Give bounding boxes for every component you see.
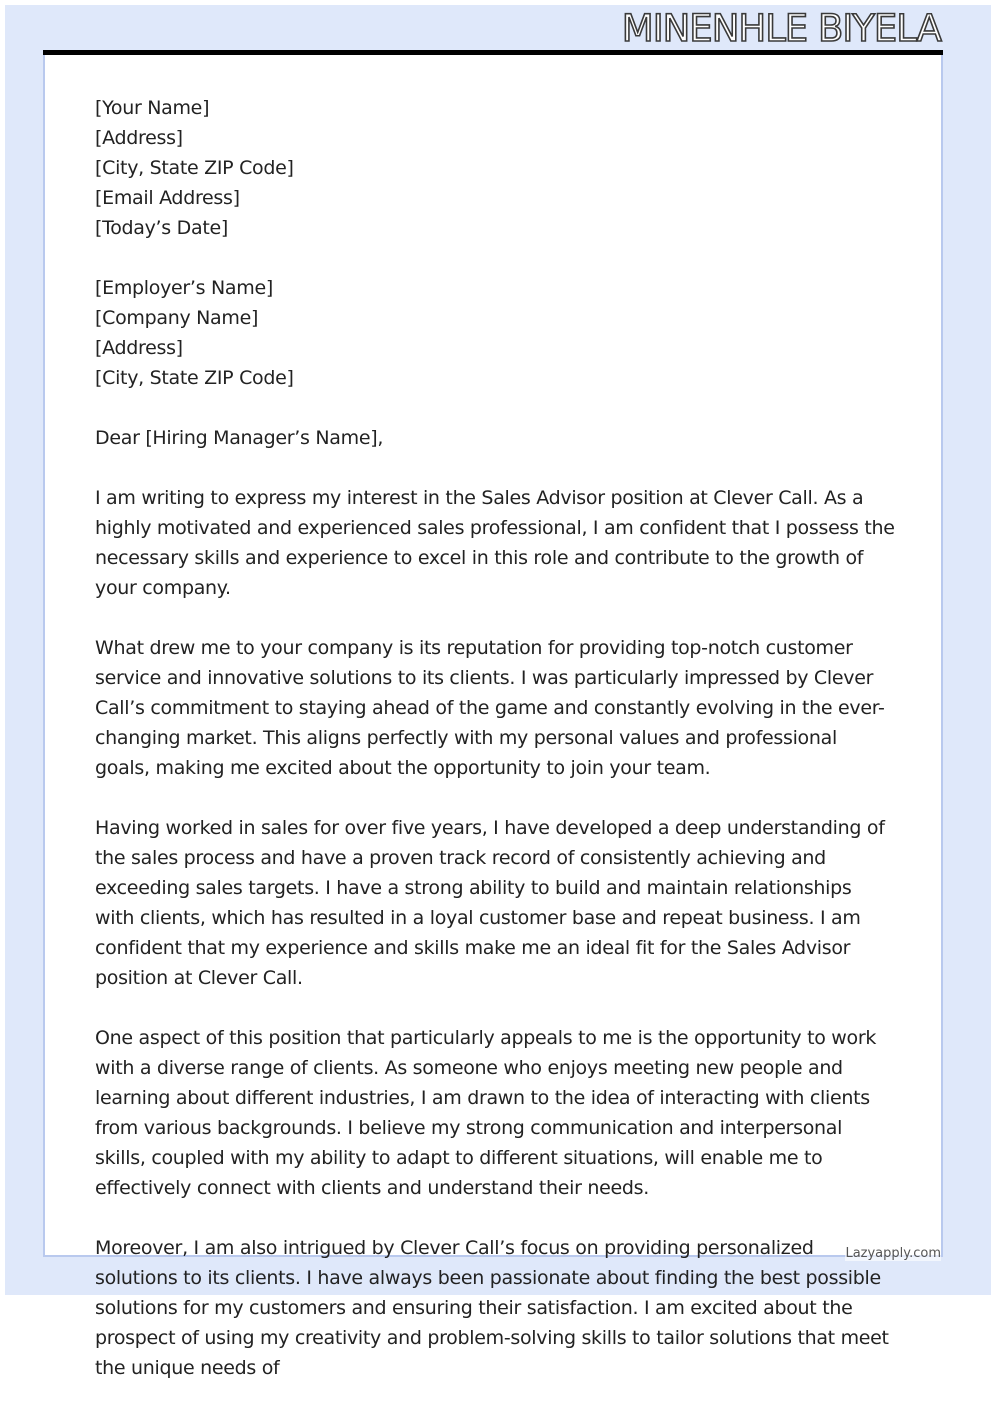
sender-line: [City, State ZIP Code]	[95, 157, 294, 179]
sender-line: [Today’s Date]	[95, 217, 228, 239]
paragraph: Moreover, I am also intrigued by Clever Call’s focus on providing personalized solutions to its clients. I have always been passionate about finding the best possible solutions for my customers and ensuring their satisfaction. I am excited about the prospect of using my creativity and problem-solving skills to tailor solutions that meet the unique needs of	[95, 1237, 889, 1379]
header-rule	[43, 50, 943, 55]
salutation: Dear [Hiring Manager’s Name],	[95, 427, 384, 449]
cover-letter-body	[95, 93, 895, 1413]
paragraph: Having worked in sales for over five years, I have developed a deep understanding of the sales process and have a proven track record of consistently achieving and exceeding sales targets. I have a strong ability to build and maintain relationships with clients, which has resulted in a loyal customer base and repeat business. I am confident that my experience and skills make me an ideal fit for the Sales Advisor position at Clever Call.	[95, 817, 885, 989]
recipient-line: [Address]	[95, 337, 183, 359]
recipient-line: [Company Name]	[95, 307, 259, 329]
header-name: MINENHLE BIYELA	[621, 7, 941, 50]
watermark: Lazyapply.com	[845, 1246, 941, 1261]
paragraph: One aspect of this position that particularly appeals to me is the opportunity to work with a diverse range of clients. As someone who enjoys meeting new people and learning about different industries, I am drawn to the idea of interacting with clients from various backgrounds. I believe my strong communication and interpersonal skills, coupled with my ability to adapt to different situations, will enable me to effectively connect with clients and understand their needs.	[95, 1027, 877, 1199]
paragraph: What drew me to your company is its reputation for providing top-notch customer service and innovative solutions to its clients. I was particularly impressed by Clever Call’s commitment to staying ahead of the game and constantly evolving in the ever-changing market. This aligns perfectly with my personal values and professional goals, making me excited about the opportunity to join your team.	[95, 637, 885, 779]
recipient-line: [Employer’s Name]	[95, 277, 273, 299]
sender-block	[95, 93, 895, 243]
sender-line: [Email Address]	[95, 187, 240, 209]
paragraph: I am writing to express my interest in the Sales Advisor position at Clever Call. As a highly motivated and experienced sales professional, I am confident that I possess the necessary skills and experience to excel in this role and contribute to the growth of your company.	[95, 487, 895, 599]
recipient-line: [City, State ZIP Code]	[95, 367, 294, 389]
sender-line: [Address]	[95, 127, 183, 149]
sender-line: [Your Name]	[95, 97, 210, 119]
recipient-block	[95, 273, 895, 393]
